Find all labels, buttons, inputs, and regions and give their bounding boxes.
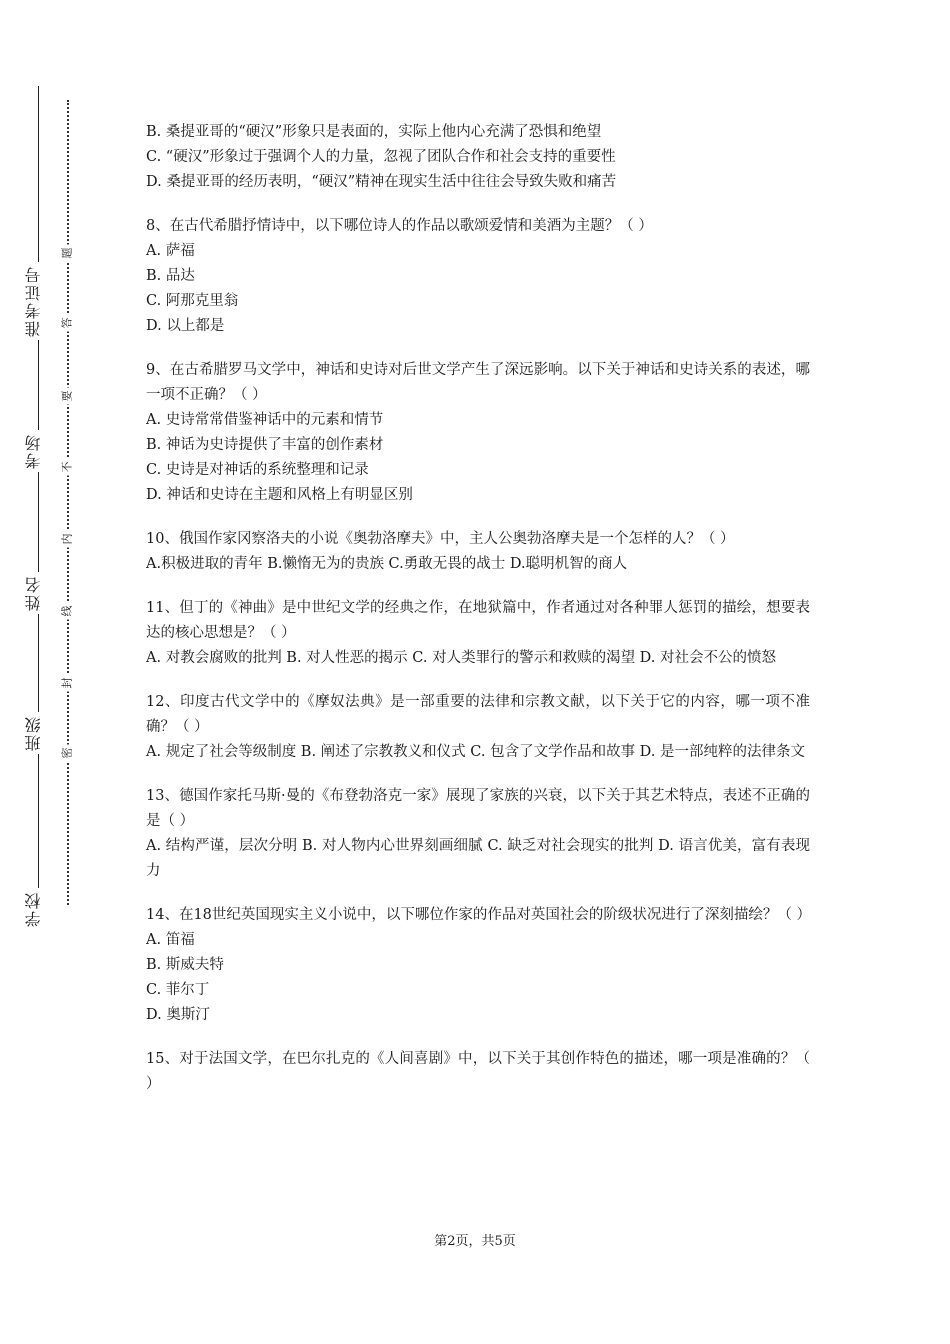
question-stem: 11、但丁的《神曲》是中世纪文学的经典之作，在地狱篇中，作者通过对各种罪人惩罚的描绘，想要表达的核心思想是？（ ） [146,600,810,641]
seal-char-nei: 内 [61,531,75,548]
question-option: A. 对教会腐败的批判 B. 对人性恶的揭示 C. 对人类罪行的警示和救赎的渴望 D. 对社会不公的愤怒 [146,650,777,666]
admission-number-label: 准考证号 [22,262,56,340]
question-block [146,214,810,339]
name-label: 姓名 [22,572,56,614]
binding-solid-line [38,86,39,929]
question-stem: 8、在古代希腊抒情诗中，以下哪位诗人的作品以歌颂爱情和美酒为主题？（ ） [146,218,653,234]
question-block [146,596,810,671]
question-stem: 9、在古希腊罗马文学中，神话和史诗对后世文学产生了深远影响。以下关于神话和史诗关系的表述，哪一项不正确？（ ） [146,362,810,403]
question-option: D. 以上都是 [146,318,225,334]
question-block [146,527,810,577]
question-option: D. 奥斯汀 [146,1007,210,1023]
question-option: B. 神话为史诗提供了丰富的创作素材 [146,437,384,453]
page-footer: 第2页，共5页 [434,1234,516,1249]
question-stem: 10、俄国作家冈察洛夫的小说《奥勃洛摩夫》中，主人公奥勃洛摩夫是一个怎样的人？（ ） [146,531,735,547]
question-option: D. 神话和史诗在主题和风格上有明显区别 [146,487,413,503]
question-option: A. 规定了社会等级制度 B. 阐述了宗教教义和仪式 C. 包含了文学作品和故事 D. 是一部纯粹的法律条文 [146,744,806,760]
question-block [146,690,810,765]
school-label: 学校 [22,888,56,930]
question-option: B. 品达 [146,268,195,284]
seal-char-bu: 不 [61,459,75,476]
exam-room-label: 考场 [22,430,56,472]
question-block [146,903,810,1028]
seal-char-ti: 题 [61,245,75,262]
question-option: A. 结构严谨，层次分明 B. 对人物内心世界刻画细腻 C. 缺乏对社会现实的批判 D. 语言优美，富有表现力 [146,838,810,879]
question-stem: 12、印度古代文学中的《摩奴法典》是一部重要的法律和宗教文献，以下关于它的内容，哪一项不准确？（ ） [146,694,810,735]
seal-char-feng: 封 [61,675,75,692]
question-list [146,120,810,1116]
seal-char-xian: 线 [61,603,75,620]
question-option: A. 萨福 [146,243,195,259]
seal-char-da: 答 [61,315,75,332]
question-option: B. 斯威夫特 [146,957,224,973]
question-block [146,120,810,195]
question-option: A.积极进取的青年 B.懒惰无为的贵族 C.勇敢无畏的战士 D.聪明机智的商人 [146,556,628,572]
question-option: B. 桑提亚哥的“硬汉”形象只是表面的，实际上他内心充满了恐惧和绝望 [146,124,602,140]
question-option: A. 史诗常常借鉴神话中的元素和情节 [146,412,384,428]
question-block [146,358,810,508]
seal-dotted-line [67,100,69,905]
question-block [146,1047,810,1097]
question-stem: 13、德国作家托马斯·曼的《布登勃洛克一家》展现了家族的兴衰，以下关于其艺术特点，表述不正确的是（ ） [146,788,810,829]
question-stem: 15、对于法国文学，在巴尔扎克的《人间喜剧》中，以下关于其创作特色的描述，哪一项是准确的？（ ） [146,1051,810,1092]
question-block [146,784,810,884]
question-option: D. 桑提亚哥的经历表明，“硬汉”精神在现实生活中往往会导致失败和痛苦 [146,174,617,190]
question-option: A. 笛福 [146,932,195,948]
question-option: C. “硬汉”形象过于强调个人的力量，忽视了团队合作和社会支持的重要性 [146,149,616,165]
binding-strip [0,0,120,1344]
seal-char-mi: 密 [61,745,75,762]
question-stem: 14、在18世纪英国现实主义小说中，以下哪位作家的作品对英国社会的阶级状况进行了深刻描绘？（ ） [146,907,812,923]
class-label: 班级 [22,712,56,754]
question-option: C. 菲尔丁 [146,982,210,998]
question-option: C. 阿那克里翁 [146,293,239,309]
question-option: C. 史诗是对神话的系统整理和记录 [146,462,369,478]
seal-char-yao: 要 [61,388,75,405]
